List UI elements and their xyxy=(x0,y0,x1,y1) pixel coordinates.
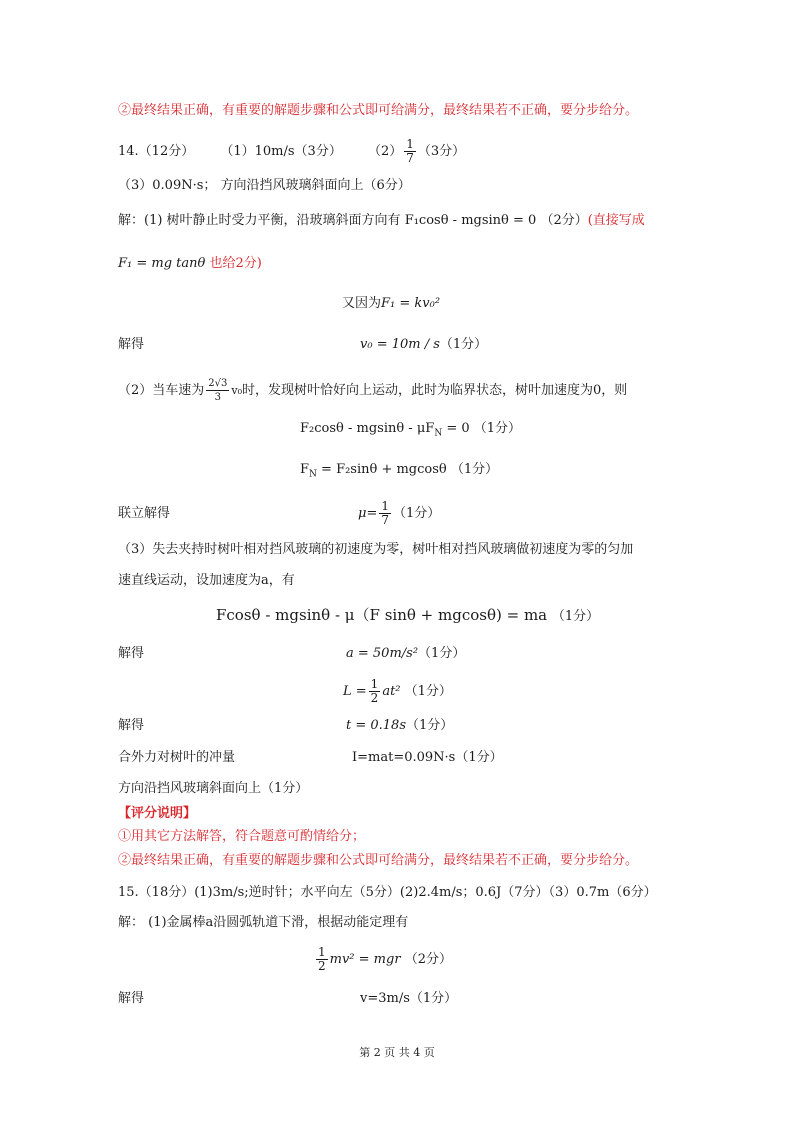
q14-part-2-text-b: 时，发现树叶恰好向上运动，此时为临界状态，树叶加速度为0，则 xyxy=(242,383,628,398)
q14-eq-1b: F₁ = mg tanθ xyxy=(118,256,206,271)
q14-eq-3: v₀ = 10m / s xyxy=(360,337,440,352)
q14-eq-5-line xyxy=(300,461,498,484)
q15-jie: 解得 xyxy=(118,991,145,1006)
q15-solution-line-1: 解： (1)金属棒a沿圆弧轨道下滑，根据动能定理有 xyxy=(118,915,409,930)
q14-solution-line-2 xyxy=(118,255,262,273)
q14-direction: 方向沿挡风玻璃斜面向上（1分） xyxy=(118,781,309,796)
q15-eq-1-fraction: $\frac{1}{2}$ xyxy=(318,945,326,973)
q14-eq-1-score: （2分） xyxy=(540,213,588,228)
q14-eq-6: Fcosθ - mgsinθ - μ（F sinθ + mgcosθ) = ma xyxy=(216,606,548,624)
scoring-note-2-top: ②最终结果正确，有重要的解题步骤和公式即可给满分，最终结果若不正确，要分步给分。 xyxy=(118,103,639,118)
q14-mu-score: （1分） xyxy=(392,506,441,521)
q14-answer-line-1 xyxy=(118,138,465,165)
q14-answer-2-score: （3分） xyxy=(417,144,466,159)
q14-impulse-label: 合外力对树叶的冲量 xyxy=(118,750,236,765)
q14-answer-3: （3）0.09N·s； 方向沿挡风玻璃斜面向上（6分） xyxy=(118,178,411,193)
q14-eq-9-line xyxy=(346,717,453,735)
q14-eq-8-post: at² xyxy=(382,684,401,699)
q14-eq-4-sub: N xyxy=(434,428,443,439)
q14-eq-5-score: （1分） xyxy=(450,462,499,477)
scoring-note-1: ①用其它方法解答，符合题意可酌情给分； xyxy=(118,829,366,844)
q14-eq-4-score: （1分） xyxy=(473,421,522,436)
q14-jie-3: 解得 xyxy=(118,718,145,733)
scoring-note-2: ②最终结果正确，有重要的解题步骤和公式即可给满分，最终结果若不正确，要分步给分。 xyxy=(118,853,639,868)
q14-header: 14.（12分） xyxy=(118,144,195,159)
q15-eq-1-score: （2分） xyxy=(404,952,452,967)
q14-part-3-line-b: 速直线运动，设加速度为a，有 xyxy=(118,573,295,588)
q14-eq-1-note: (直接写成 xyxy=(587,213,645,228)
q15-eq-1-line xyxy=(314,946,452,973)
q14-mu-line xyxy=(358,500,440,527)
q14-eq-8-score: （1分） xyxy=(404,684,452,699)
q14-eq-8-pre: L = xyxy=(343,684,367,699)
page-footer: 第 2 页 共 4 页 xyxy=(359,1046,435,1059)
scoring-title: 【评分说明】 xyxy=(118,806,197,821)
q14-eq-3-line xyxy=(360,336,487,354)
q14-eq-4-line xyxy=(300,420,521,443)
q14-v0: v₀ xyxy=(231,384,243,397)
q14-part-2-line xyxy=(118,377,627,404)
q14-eq-4-tail: = 0 xyxy=(442,421,470,436)
q14-answer-2-fraction: $\frac{1}{7}$ xyxy=(406,137,414,165)
q14-mu-fraction: $\frac{1}{7}$ xyxy=(381,499,389,527)
q14-answer-2-prefix: （2） xyxy=(367,144,403,159)
q14-impulse-eq: I=mat=0.09N·s（1分） xyxy=(352,750,503,765)
q15-header: 15.（18分）(1)3m/s;逆时针；水平向左（5分）(2)2.4m/s；0.6J（7分）（3）0.7m（6分） xyxy=(118,885,657,900)
q15-eq-2: v=3m/s（1分） xyxy=(360,991,458,1006)
q14-mu-label: μ= xyxy=(358,506,378,521)
q14-eq-1: F₁cosθ - mgsinθ = 0 xyxy=(404,213,537,228)
q14-eq-9: t = 0.18s xyxy=(346,718,406,733)
q14-eq-1b-note: 也给2分) xyxy=(209,256,262,271)
q14-eq-5-head: F xyxy=(300,462,310,477)
q14-solution-line-1 xyxy=(118,212,645,230)
q14-eq-7-score: （1分） xyxy=(418,646,466,661)
q14-eq-8-line xyxy=(343,678,452,705)
q14-part-3-line-a: （3）失去夹持时树叶相对挡风玻璃的初速度为零，树叶相对挡风玻璃做初速度为零的匀加 xyxy=(118,542,634,557)
q14-eq-3-score: （1分） xyxy=(439,337,488,352)
q14-answer-1: （1）10m/s（3分） xyxy=(220,144,342,159)
q14-part-2-text-a: （2）当车速为 xyxy=(118,383,205,398)
q14-eq-5-sub: N xyxy=(309,469,317,480)
q14-jie-1: 解得 xyxy=(118,337,145,352)
q14-jie-2: 解得 xyxy=(118,646,145,661)
q14-eq-4: F₂cosθ - mgsinθ - μF xyxy=(300,421,435,436)
q14-solution-text: 解：(1) 树叶静止时受力平衡，沿玻璃斜面方向有 xyxy=(118,213,401,228)
q14-eq-2-line xyxy=(342,295,440,313)
q14-eq-6-score: （1分） xyxy=(551,609,600,624)
q14-eq-2-prefix: 又因为 xyxy=(342,296,382,311)
q14-eq-9-score: （1分） xyxy=(406,718,454,733)
q14-eq-7: a = 50m/s² xyxy=(346,646,419,661)
q14-eq-2: F₁ = kv₀² xyxy=(381,296,441,311)
q14-eq-8-fraction: $\frac{1}{2}$ xyxy=(370,677,379,705)
q14-eq-5: = F₂sinθ + mgcosθ xyxy=(316,462,447,477)
q14-eq-6-line xyxy=(216,606,599,626)
q14-eq-7-line xyxy=(346,645,465,663)
q14-speed-fraction: $\frac{2√3}{3}$ xyxy=(208,378,228,403)
q14-lianli: 联立解得 xyxy=(118,506,171,521)
q15-eq-1: mv² = mgr xyxy=(329,952,401,967)
